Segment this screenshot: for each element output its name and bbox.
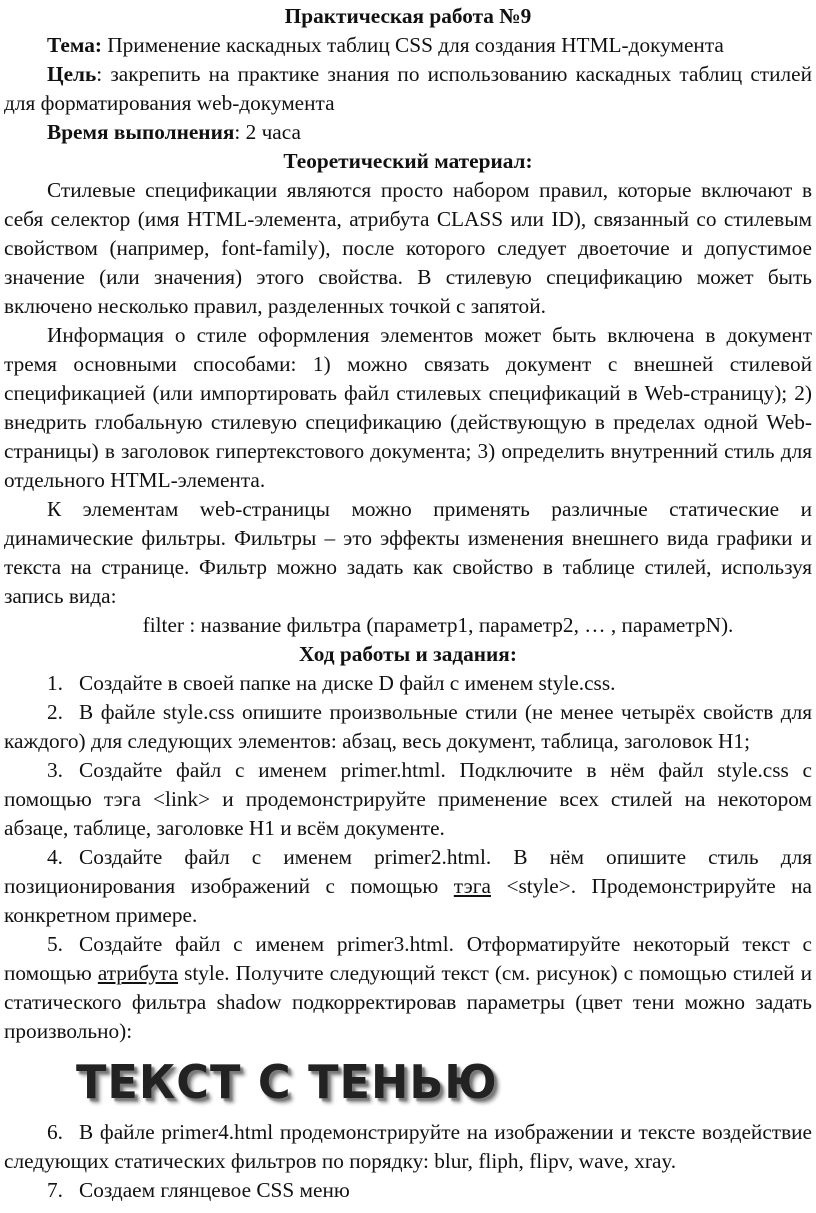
topic-text: Применение каскадных таблиц CSS для создания HTML-документа [101, 33, 724, 57]
task-item-4 [4, 843, 812, 930]
task-item-3 [4, 756, 812, 843]
theory-paragraph-3: К элементам web-страницы можно применять различные статические и динамические фильтры. Фильтры – это эффекты изменения внешнего вида графики и текста на странице. Фильтр можно задать как свойство в таблице стилей, используя запись вида: [4, 497, 812, 608]
goal-label: Цель [47, 62, 97, 86]
task-number: 3. [47, 758, 63, 782]
time-line [4, 118, 812, 147]
work-heading: Ход работы и задания: [299, 642, 517, 666]
task-number: 1. [47, 671, 63, 695]
topic-label: Тема: [47, 33, 102, 57]
goal-line [4, 60, 812, 118]
task-text: В файле style.css опишите произвольные стили (не менее четырёх свойств для каждого) для следующих элементов: абзац, весь документ, таблица, заголовок H1; [4, 700, 812, 753]
task-item-7 [4, 1176, 812, 1205]
topic-line [4, 31, 812, 60]
task-text: Создайте файл с именем primer2.html. В нём опишите стиль для позиционирования изображений с помощью [4, 845, 812, 898]
theory-paragraph-2: Информация о стиле оформления элементов может быть включена в документ тремя основными способами: 1) можно связать документ с внешней стилевой спецификацией (или импортировать файл стилевых спецификаций в Web-страницу); 2) внедрить глобальную стилевую спецификацию (действующую в пределах одной Web-страницы) в заголовок гипертекстового документа; 3) определить внутренний стиль для отдельного HTML-элемента. [4, 323, 812, 492]
theory-heading: Теоретический материал: [283, 149, 533, 173]
task-item-6 [4, 1118, 812, 1176]
task-text: В файле primer4.html продемонстрируйте на изображении и тексте воздействие следующих статических фильтров по порядку: blur, fliph, flipv, wave, xray. [4, 1120, 812, 1173]
shadow-text-example [4, 1046, 812, 1118]
task-text: style. Получите следующий текст (см. рисунок) с помощью стилей и статического фильтра shadow подкорректировав параметры (цвет тени можно задать произвольно): [4, 961, 812, 1043]
task-number: 7. [47, 1178, 63, 1202]
task-item-2 [4, 698, 812, 756]
task-number: 5. [47, 932, 63, 956]
task-text: Создайте файл с именем primer.html. Подключите в нём файл style.css с помощью тэга <link> и продемонстрируйте применение всех стилей на некотором абзаце, таблице, заголовке H1 и всём документе. [4, 758, 812, 840]
filter-formula: filter : название фильтра (параметр1, параметр2, … , параметрN). [142, 613, 734, 637]
task-text: Создайте в своей папке на диске D файл с именем style.css. [79, 671, 616, 695]
task-number: 2. [47, 700, 63, 724]
underlined-term: тэга [453, 874, 491, 898]
task-text: Создаем глянцевое CSS меню [79, 1178, 350, 1202]
task-text: <style>. Продемонстрируйте на конкретном примере. [4, 874, 812, 927]
task-item-5 [4, 930, 812, 1046]
task-text: Создайте файл с именем primer3.html. Отформатируйте некоторый текст с помощью [4, 932, 812, 985]
task-number: 4. [47, 845, 63, 869]
task-item-1 [4, 669, 812, 698]
task-number: 6. [47, 1120, 63, 1144]
time-label: Время выполнения [47, 120, 235, 144]
document-title: Практическая работа №9 [284, 4, 532, 28]
document-page [0, 2, 816, 1213]
theory-paragraph-1: Стилевые спецификации являются просто набором правил, которые включают в себя селектор (имя HTML-элемента, атрибута CLASS или ID), связанный со стилевым свойством (например, font-family), после которого следует двоеточие и допустимое значение (или значения) этого свойства. В стилевую спецификацию может быть включено несколько правил, разделенных точкой с запятой. [4, 178, 812, 318]
underlined-term: атрибута [97, 961, 179, 985]
shadow-text-image: ТЕКСТ С ТЕНЬЮ [76, 1054, 498, 1109]
time-text: : 2 часа [234, 120, 301, 144]
goal-text: : закрепить на практике знания по использованию каскадных таблиц стилей для форматирования web-документа [4, 62, 812, 115]
